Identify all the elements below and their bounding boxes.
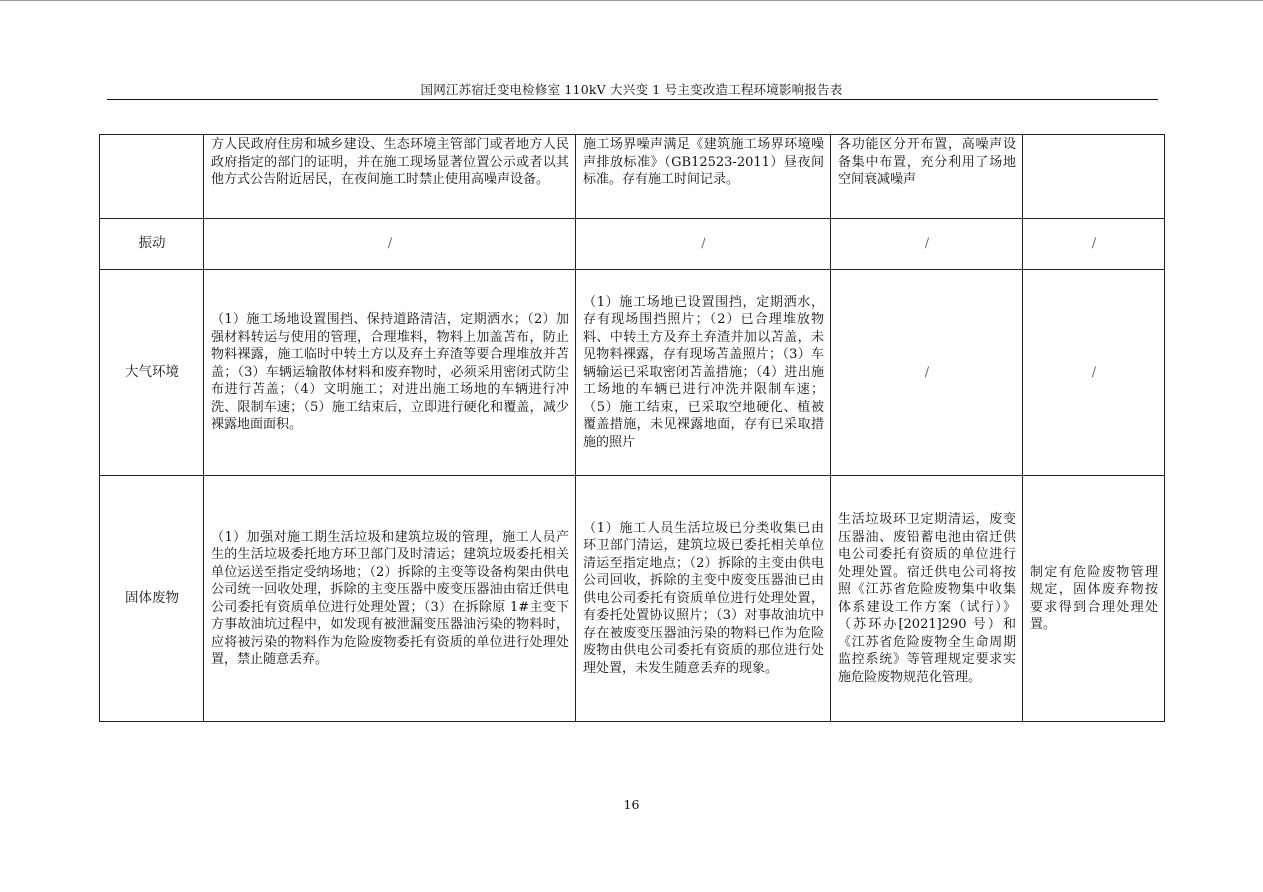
col4-cell: 生活垃圾环卫定期清运，废变压器油、废铅蓄电池由宿迁供电公司委托有资质的单位进行处理处置。宿迁供电公司将按照《江苏省危险废物集中收集体系建设工作方案（试行）》（苏环办[2021]290 号）和《江苏省危险废物全生命周期监控系统》等管理规定要求实施危险废物规范化管理。 xyxy=(831,476,1023,722)
col5-cell xyxy=(1023,135,1165,219)
top-border-line xyxy=(0,0,1263,1)
implementation-cell: （1）施工场地已设置围挡，定期洒水，存有现场围挡照片；（2）已合理堆放物料、中转土方及弃土弃渣并加以苫盖，未见物料裸露，存有现场苫盖照片；（3）车辆输运已采取密闭苫盖措施；（4）进出施工场地的车辆已进行冲洗并限制车速；（5）施工结束，已采取空地硬化、植被覆盖措施，未见裸露地面，存有已采取措施的照片 xyxy=(576,270,831,476)
header-rule xyxy=(107,99,1158,100)
implementation-cell: / xyxy=(576,219,831,270)
col5-cell: 制定有危险废物管理规定，固体废弃物按要求得到合理处理处置。 xyxy=(1023,476,1165,722)
document-header-title: 国网江苏宿迁变电检修室 110kV 大兴变 1 号主变改造工程环境影响报告表 xyxy=(420,82,843,97)
table-row-solid-waste xyxy=(100,476,1165,722)
col4-cell: / xyxy=(831,219,1023,270)
page-number: 16 xyxy=(623,797,640,812)
category-cell xyxy=(100,135,204,219)
col5-cell: / xyxy=(1023,219,1165,270)
measure-cell: （1）施工场地设置围挡、保持道路清洁，定期洒水；（2）加强材料转运与使用的管理，合理堆料，物料上加盖苫布，防止物料裸露，施工临时中转土方以及弃土弃渣等要合理堆放并苫盖；（3）车辆运输散体材料和废弃物时，必须采用密闭式防尘布进行苫盖；（4）文明施工；对进出施工场地的车辆进行冲洗、限制车速；（5）施工结束后，立即进行硬化和覆盖，减少裸露地面面积。 xyxy=(204,270,576,476)
category-cell: 大气环境 xyxy=(100,270,204,476)
col5-cell: / xyxy=(1023,270,1165,476)
table-row-vibration xyxy=(100,219,1165,270)
col4-cell: 各功能区分开布置，高噪声设备集中布置，充分利用了场地空间衰减噪声 xyxy=(831,135,1023,219)
measure-cell: （1）加强对施工期生活垃圾和建筑垃圾的管理，施工人员产生的生活垃圾委托地方环卫部门及时清运；建筑垃圾委托相关单位运送至指定受纳场地；（2）拆除的主变等设备构架由供电公司统一回收处理，拆除的主变压器中废变压器油由宿迁供电公司委托有资质单位进行处理处置；（3）在拆除原 1#主变下方事故油坑过程中，如发现有被泄漏变压器油污染的物料时，应将被污染的物料作为危险废物委托有资质的单位进行处理处置，禁止随意丢弃。 xyxy=(204,476,576,722)
measure-cell: / xyxy=(204,219,576,270)
implementation-cell: 施工场界噪声满足《建筑施工场界环境噪声排放标准》（GB12523-2011）昼夜间标准。存有施工时间记录。 xyxy=(576,135,831,219)
implementation-cell: （1）施工人员生活垃圾已分类收集已由环卫部门清运，建筑垃圾已委托相关单位清运至指定地点；（2）拆除的主变由供电公司回收，拆除的主变中废变压器油已由供电公司委托有资质单位进行处理处置，有委托处置协议照片；（3）对事故油坑中存在被废变压器油污染的物料已作为危险废物由供电公司委托有资质的那位进行处理处置，未发生随意丢弃的现象。 xyxy=(576,476,831,722)
table-row-noise-continued xyxy=(100,135,1165,219)
environmental-measures-table xyxy=(99,134,1165,722)
measure-cell: 方人民政府住房和城乡建设、生态环境主管部门或者地方人民政府指定的部门的证明，并在施工现场显著位置公示或者以其他方式公告附近居民，在夜间施工时禁止使用高噪声设备。 xyxy=(204,135,576,219)
col4-cell: / xyxy=(831,270,1023,476)
category-cell: 振动 xyxy=(100,219,204,270)
category-cell: 固体废物 xyxy=(100,476,204,722)
table-row-atmosphere xyxy=(100,270,1165,476)
